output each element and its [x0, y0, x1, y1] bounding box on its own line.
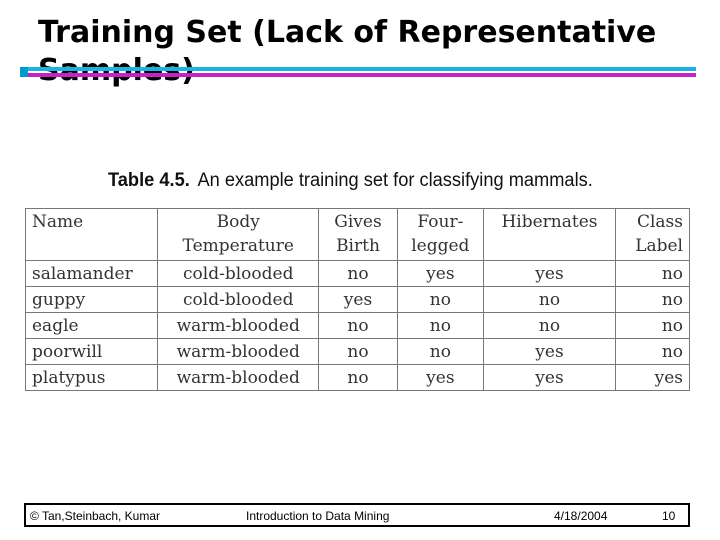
table-caption-text: An example training set for classifying mammals.: [197, 170, 593, 191]
title-underline-cap: [20, 67, 28, 77]
cell-gives-birth: no: [319, 261, 398, 287]
cell-hibernates: yes: [483, 339, 615, 365]
cell-name: eagle: [26, 313, 158, 339]
footer-date: 4/18/2004: [554, 509, 608, 523]
cell-gives-birth: no: [319, 339, 398, 365]
table-caption: [108, 170, 646, 192]
cell-name: guppy: [26, 287, 158, 313]
footer-page-number: 10: [662, 509, 676, 523]
table-row: [26, 339, 690, 365]
cell-four-legged: no: [397, 313, 483, 339]
cell-class-label: no: [616, 261, 690, 287]
cell-body-temperature: cold-blooded: [158, 261, 319, 287]
cell-gives-birth: no: [319, 365, 398, 391]
header-four-legged: Four- legged: [397, 209, 483, 261]
cell-hibernates: yes: [483, 261, 615, 287]
title-underline-cyan: [20, 67, 696, 71]
cell-hibernates: yes: [483, 365, 615, 391]
cell-four-legged: no: [397, 287, 483, 313]
cell-four-legged: yes: [397, 365, 483, 391]
slide-footer: [24, 503, 690, 527]
cell-gives-birth: no: [319, 313, 398, 339]
cell-four-legged: yes: [397, 261, 483, 287]
table-row: [26, 365, 690, 391]
mammals-training-table: [25, 208, 690, 391]
table-header-row: [26, 209, 690, 261]
slide-title: Training Set (Lack of Representative: [38, 15, 657, 50]
header-hibernates: Hibernates: [483, 209, 615, 261]
cell-name: salamander: [26, 261, 158, 287]
cell-class-label: no: [616, 339, 690, 365]
table-caption-number: Table 4.5.: [108, 170, 190, 191]
cell-body-temperature: warm-blooded: [158, 339, 319, 365]
cell-four-legged: no: [397, 339, 483, 365]
table-row: [26, 261, 690, 287]
cell-hibernates: no: [483, 287, 615, 313]
cell-body-temperature: cold-blooded: [158, 287, 319, 313]
table-row: [26, 287, 690, 313]
cell-class-label: no: [616, 287, 690, 313]
title-underline-magenta: [20, 73, 696, 77]
footer-course-title: Introduction to Data Mining: [246, 509, 390, 523]
cell-body-temperature: warm-blooded: [158, 365, 319, 391]
cell-gives-birth: yes: [319, 287, 398, 313]
header-class-label: Class Label: [616, 209, 690, 261]
header-gives-birth: Gives Birth: [319, 209, 398, 261]
header-name: Name: [26, 209, 158, 261]
header-body-temperature: Body Temperature: [158, 209, 319, 261]
cell-class-label: yes: [616, 365, 690, 391]
footer-copyright: © Tan,Steinbach, Kumar: [30, 509, 161, 523]
cell-class-label: no: [616, 313, 690, 339]
cell-name: platypus: [26, 365, 158, 391]
cell-body-temperature: warm-blooded: [158, 313, 319, 339]
cell-name: poorwill: [26, 339, 158, 365]
cell-hibernates: no: [483, 313, 615, 339]
table-row: [26, 313, 690, 339]
